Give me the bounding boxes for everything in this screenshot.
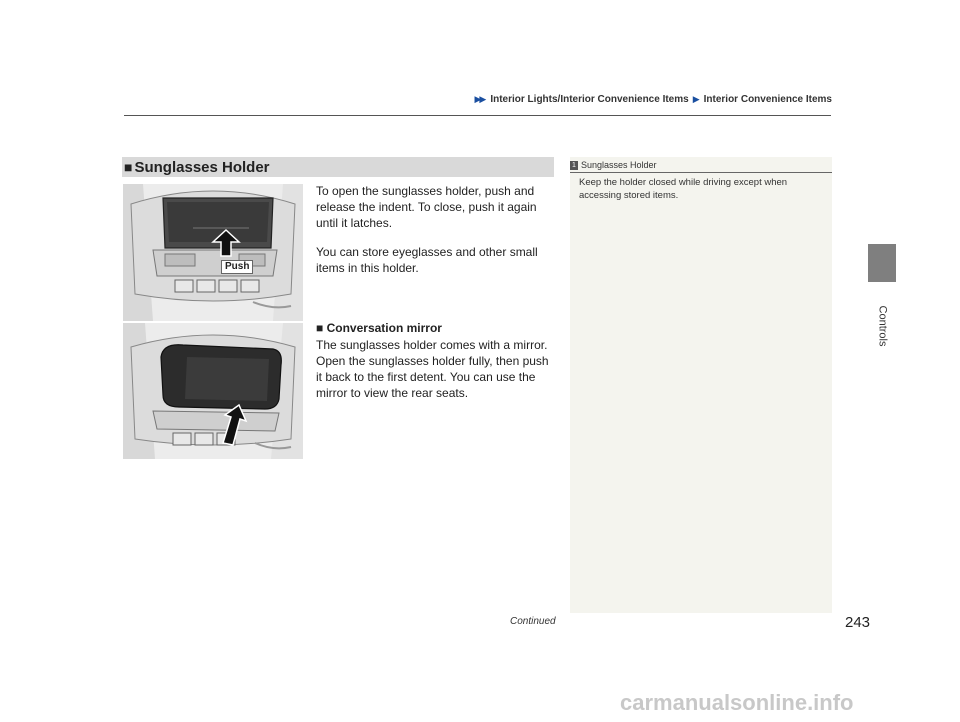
- breadcrumb-separator-icon: ▶: [692, 94, 700, 104]
- conversation-mirror-illustration: [123, 323, 303, 459]
- section-title: Sunglasses Holder: [134, 158, 270, 176]
- breadcrumb-item-1[interactable]: Interior Lights/Interior Convenience Items: [490, 94, 689, 105]
- side-note-divider: [570, 172, 832, 173]
- instruction-paragraph-storage: You can store eyeglasses and other small items in this holder.: [316, 245, 538, 275]
- section-header: [122, 157, 554, 177]
- sunglasses-holder-closed-illustration: [123, 184, 303, 321]
- side-note-text: Keep the holder closed while driving except when accessing stored items.: [579, 177, 788, 201]
- push-label: Push: [221, 260, 253, 274]
- side-note: [570, 157, 832, 613]
- subheading-conversation-mirror: ■ Conversation mirror: [316, 321, 442, 335]
- side-note-title: 1 Sunglasses Holder: [570, 160, 657, 170]
- breadcrumb-arrows-icon: ▶▶: [474, 94, 485, 104]
- continued-label: Continued: [510, 616, 556, 627]
- breadcrumb: [474, 94, 832, 105]
- chapter-tab-label: Controls: [876, 305, 888, 347]
- section-marker-icon: ■: [124, 159, 133, 175]
- instruction-paragraph-open-close: To open the sunglasses holder, push and release the indent. To close, push it again until it latches.: [316, 184, 537, 230]
- note-reference-icon: 1: [570, 161, 578, 170]
- subheading-marker-icon: ■: [316, 321, 324, 335]
- page-number: 243: [845, 614, 871, 631]
- instruction-paragraph-mirror: The sunglasses holder comes with a mirror. Open the sunglasses holder fully, then push it back to the first detent. You can use the mirror to view the rear seats.: [316, 338, 549, 400]
- watermark: carmanualsonline.info: [620, 690, 854, 715]
- breadcrumb-item-2[interactable]: Interior Convenience Items: [703, 94, 832, 105]
- chapter-tab[interactable]: [868, 244, 896, 282]
- header-divider: [124, 115, 831, 116]
